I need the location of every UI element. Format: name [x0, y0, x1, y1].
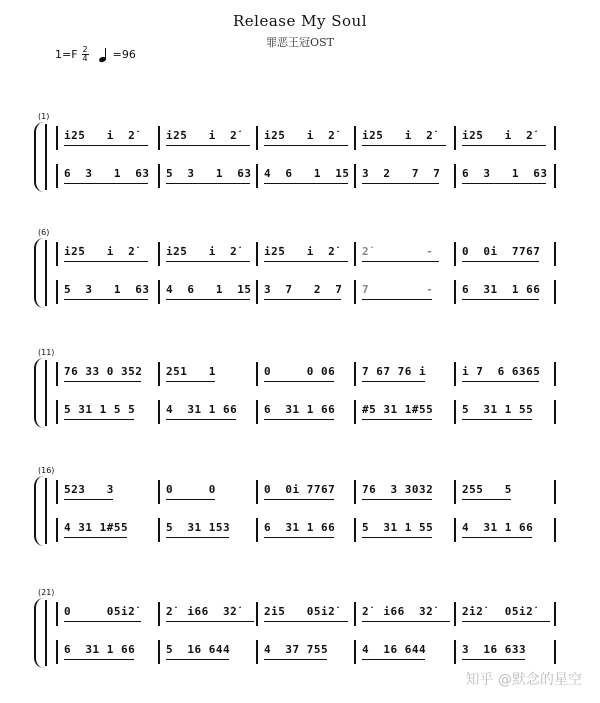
score-system [34, 228, 564, 318]
barline [56, 242, 58, 266]
barline [56, 602, 58, 626]
barline [454, 242, 456, 266]
beam-line [166, 183, 250, 184]
melody-measure: i2̇5 i 2̇ [166, 129, 238, 142]
melody-measure: 76 3 3032 [362, 483, 434, 496]
bass-measure: 6 31 1 66 [264, 521, 336, 534]
barline [454, 126, 456, 150]
bass-measure: 5 31 1 5 5 [64, 403, 136, 416]
beam-line [64, 299, 148, 300]
barline [56, 164, 58, 188]
bass-measure: 5 3 1 63 [64, 283, 150, 296]
measure-number: (6) [38, 228, 50, 237]
barline [158, 480, 160, 504]
beam-line [64, 381, 141, 382]
barline [454, 164, 456, 188]
barline [454, 480, 456, 504]
time-denominator: 4 [82, 54, 88, 63]
beam-line [166, 537, 229, 538]
beam-line [166, 381, 215, 382]
barline [354, 362, 356, 386]
score-system [34, 112, 564, 202]
beam-line [462, 537, 532, 538]
beam-line [166, 299, 250, 300]
bass-measure: 5 31 153 [166, 521, 231, 534]
beam-line [264, 499, 334, 500]
bass-measure: 4 31 1 66 [166, 403, 238, 416]
bass-measure: 3 7 2 7 [264, 283, 343, 296]
system-line [45, 124, 47, 190]
beam-line [362, 381, 425, 382]
beam-line [462, 659, 525, 660]
melody-measure: 523 3 [64, 483, 114, 496]
barline [56, 480, 58, 504]
melody-measure: 2̇ i66 3̇2̇ [166, 605, 238, 618]
melody-measure: 0 0i 7767 [264, 483, 336, 496]
beam-line [166, 145, 250, 146]
beam-line [462, 145, 546, 146]
beam-line [362, 183, 439, 184]
barline [256, 164, 258, 188]
melody-measure: 0 0 06 [264, 365, 336, 378]
beam-line [64, 145, 148, 146]
melody-measure: 76 33 0 352 [64, 365, 143, 378]
barline [56, 400, 58, 424]
melody-measure: 2̇i2̇ 05i2̇ [462, 605, 534, 618]
barline [454, 518, 456, 542]
barline [158, 280, 160, 304]
time-signature [82, 46, 89, 63]
barline [554, 640, 556, 664]
beam-line [362, 145, 446, 146]
melody-measure: 2̇i5 05i2̇ [264, 605, 336, 618]
system-line [45, 478, 47, 544]
bass-measure: 5 31 1 55 [362, 521, 434, 534]
melody-measure: i2̇5 i 2̇ [64, 129, 136, 142]
bass-measure: 4 6 1 15 [264, 167, 350, 180]
song-subtitle: 罪恶王冠OST [266, 36, 334, 49]
beam-line [166, 261, 250, 262]
time-numerator: 2 [82, 45, 88, 54]
barline [354, 400, 356, 424]
barline [354, 164, 356, 188]
barline [454, 400, 456, 424]
barline [354, 602, 356, 626]
barline [554, 126, 556, 150]
beam-line [64, 659, 134, 660]
song-title: Release My Soul [233, 12, 367, 30]
beam-line [462, 299, 539, 300]
barline [554, 164, 556, 188]
barline [454, 602, 456, 626]
barline [158, 362, 160, 386]
beam-line [264, 183, 348, 184]
barline [256, 400, 258, 424]
beam-line [64, 183, 148, 184]
beam-line [362, 419, 432, 420]
bass-measure: #5 31 1#55 [362, 403, 434, 416]
beam-line [166, 499, 215, 500]
beam-line [264, 261, 348, 262]
barline [158, 164, 160, 188]
barline [158, 400, 160, 424]
bass-measure: 4 16 644 [362, 643, 427, 656]
barline [554, 280, 556, 304]
melody-measure: 2̇ i66 3̇2̇ [362, 605, 434, 618]
beam-line [462, 261, 539, 262]
bass-measure: 3 2 7 7 [362, 167, 441, 180]
barline [354, 280, 356, 304]
barline [554, 518, 556, 542]
quarter-note-icon [99, 48, 111, 62]
barline [256, 280, 258, 304]
beam-line [362, 621, 450, 622]
beam-line [362, 499, 432, 500]
beam-line [462, 381, 539, 382]
barline [554, 480, 556, 504]
barline [354, 242, 356, 266]
system-line [45, 240, 47, 306]
beam-line [462, 621, 550, 622]
barline [256, 640, 258, 664]
melody-measure: 251 1 [166, 365, 216, 378]
barline [56, 280, 58, 304]
barline [256, 242, 258, 266]
melody-measure: 0 0 [166, 483, 216, 496]
melody-measure: 255 5 [462, 483, 512, 496]
bass-measure: 6 31 1 66 [64, 643, 136, 656]
barline [554, 242, 556, 266]
bass-measure: 6 31 1 66 [462, 283, 541, 296]
beam-line [462, 499, 511, 500]
bass-measure: 5 3 1 63 [166, 167, 252, 180]
barline [554, 602, 556, 626]
barline [256, 518, 258, 542]
beam-line [64, 499, 113, 500]
barline [256, 602, 258, 626]
beam-line [362, 659, 425, 660]
barline [56, 362, 58, 386]
barline [158, 602, 160, 626]
watermark: 知乎 @默念的星空 [465, 672, 582, 688]
barline [354, 518, 356, 542]
beam-line [462, 183, 546, 184]
melody-measure: 2̇ - [362, 245, 434, 258]
beam-line [362, 299, 432, 300]
measure-number: (11) [38, 348, 55, 357]
bass-measure: 4 31 1#55 [64, 521, 129, 534]
beam-line [264, 145, 348, 146]
measure-number: (16) [38, 466, 55, 475]
melody-measure: i 7 6 6365 [462, 365, 541, 378]
melody-measure: i2̇5 i 2̇ [264, 129, 336, 142]
bass-measure: 6 31 1 66 [264, 403, 336, 416]
beam-line [264, 419, 334, 420]
barline [256, 480, 258, 504]
beam-line [166, 659, 229, 660]
barline [56, 640, 58, 664]
barline [454, 280, 456, 304]
beam-line [264, 299, 341, 300]
beam-line [264, 621, 348, 622]
barline [354, 126, 356, 150]
score-system [34, 466, 564, 556]
beam-line [362, 261, 439, 262]
melody-measure: 0 0i 7767 [462, 245, 541, 258]
barline [256, 126, 258, 150]
melody-measure: i2̇5 i 2̇ [64, 245, 136, 258]
bass-measure: 6 3 1 63 [64, 167, 150, 180]
bass-measure: 4 6 1 15 [166, 283, 252, 296]
barline [454, 362, 456, 386]
beam-line [362, 537, 432, 538]
measure-number: (21) [38, 588, 55, 597]
beam-line [64, 419, 134, 420]
melody-measure: i2̇5 i 2̇ [264, 245, 336, 258]
bass-measure: 6 3 1 63 [462, 167, 548, 180]
system-line [45, 600, 47, 666]
barline [158, 518, 160, 542]
tempo-value: =96 [112, 48, 136, 61]
melody-measure: i2̇5 i 2̇ [362, 129, 434, 142]
beam-line [264, 537, 334, 538]
bass-measure: 4 31 1 66 [462, 521, 534, 534]
barline [158, 242, 160, 266]
barline [554, 362, 556, 386]
measure-number: (1) [38, 112, 50, 121]
beam-line [64, 261, 148, 262]
beam-line [64, 537, 127, 538]
melody-measure: i2̇5 i 2̇ [462, 129, 534, 142]
beam-line [166, 419, 236, 420]
bass-measure: 5 31 1 55 [462, 403, 534, 416]
barline [56, 518, 58, 542]
beam-line [264, 381, 334, 382]
bass-measure: 5 16 644 [166, 643, 231, 656]
barline [256, 362, 258, 386]
barline [158, 640, 160, 664]
barline [354, 640, 356, 664]
beam-line [264, 659, 327, 660]
melody-measure: 0 05i2̇ [64, 605, 136, 618]
beam-line [166, 621, 254, 622]
system-line [45, 360, 47, 426]
beam-line [462, 419, 532, 420]
barline [454, 640, 456, 664]
beam-line [64, 621, 141, 622]
bass-measure: 4 37 755 [264, 643, 329, 656]
key-signature: 1=F [55, 48, 78, 61]
barline [56, 126, 58, 150]
barline [354, 480, 356, 504]
score-system [34, 588, 564, 678]
key-tempo-marking [55, 46, 136, 63]
bass-measure: 3 16 633 [462, 643, 527, 656]
barline [554, 400, 556, 424]
barline [158, 126, 160, 150]
score-system [34, 348, 564, 438]
melody-measure: 7 67 76 i [362, 365, 427, 378]
melody-measure: i2̇5 i 2̇ [166, 245, 238, 258]
bass-measure: 7 - [362, 283, 434, 296]
